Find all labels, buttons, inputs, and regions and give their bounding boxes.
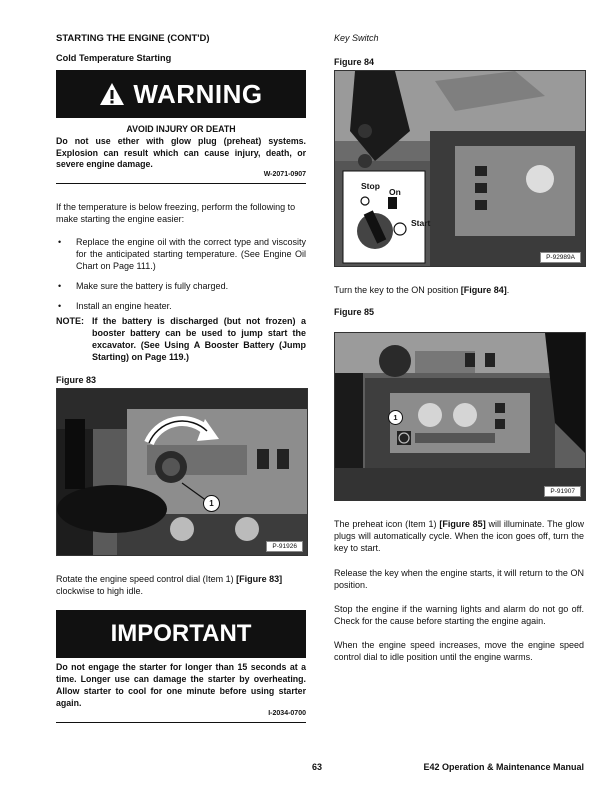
- bullet-item: • Replace the engine oil with the correct type and viscosity for the anticipated starting temperature. (See Engine Oil Chart on Page 111.): [56, 236, 306, 272]
- important-banner: [56, 610, 306, 658]
- key-switch-heading: Key Switch: [334, 33, 379, 43]
- warning-code: W-2071-0907: [263, 171, 306, 178]
- rotate-dial-text: [56, 573, 306, 597]
- engine-dial-illustration: [57, 389, 307, 555]
- figure-85-title: Figure 85: [334, 307, 375, 317]
- intro-text: If the temperature is below freezing, perform the following to make starting the engine easier:: [56, 202, 296, 224]
- turn-text: Turn the key to the ON position: [334, 285, 461, 295]
- bullet-item: • Make sure the battery is fully charged.: [56, 280, 306, 292]
- warning-triangle-icon: [99, 82, 125, 106]
- figure-84-reference: [Figure 84]: [460, 285, 507, 295]
- important-rule: [56, 722, 306, 723]
- warning-rule: [56, 183, 306, 184]
- figure-85-reference: [Figure 85]: [439, 519, 486, 529]
- preheat-text-start: The preheat icon (Item 1): [334, 519, 440, 529]
- warning-title: WARNING: [133, 78, 263, 109]
- stop-engine-text: Stop the engine if the warning lights and alarm do not go off. Check for the cause before starting the engine again.: [334, 604, 584, 626]
- rotate-text: Rotate the engine speed control dial (Item 1): [56, 574, 237, 584]
- important-text: Do not engage the starter for longer than 15 seconds at a time. Longer use can damage the starter by overheating. Allow starter to cool for one minute before using starter again.: [56, 662, 306, 708]
- manual-title: E42 Operation & Maintenance Manual: [423, 762, 584, 772]
- warning-banner: [56, 70, 306, 118]
- key-start-label: Start: [411, 218, 431, 228]
- figure-83-reference: [Figure 83]: [236, 574, 283, 584]
- callout-1: 1: [388, 410, 403, 425]
- important-code: I-2034-0700: [268, 710, 306, 717]
- turn-key-text: [334, 284, 584, 296]
- figure-83-code: P-91926: [266, 541, 303, 552]
- key-switch-illustration: [335, 71, 585, 266]
- warning-avoid: AVOID INJURY OR DEATH: [126, 124, 236, 134]
- turn-text-end: .: [506, 285, 510, 295]
- warning-text: Do not use ether with glow plug (preheat) systems. Explosion can result which can cause injury, death, or severe engine damage.: [56, 136, 306, 169]
- note-label: NOTE:: [56, 316, 84, 326]
- important-title: IMPORTANT: [110, 620, 252, 647]
- figure-85-photo: [334, 332, 586, 501]
- figure-83-photo: [56, 388, 308, 556]
- section-subheading: Cold Temperature Starting: [56, 53, 172, 63]
- preheat-text-end: will illuminate. The glow plugs will automatically cycle. When the icon goes off, turn the key to start.: [334, 519, 584, 553]
- bullet-item: • Install an engine heater.: [56, 300, 306, 312]
- section-heading: STARTING THE ENGINE (CONT'D): [56, 33, 210, 44]
- bullet-list: [56, 236, 306, 320]
- callout-1: 1: [203, 495, 220, 512]
- release-key-text: Release the key when the engine starts, it will return to the ON position.: [334, 568, 584, 590]
- note-text: If the battery is discharged (but not frozen) a booster battery can be used to jump start the excavator. (See Using A Booster Battery (Jump Starting) on Page 119.): [92, 316, 306, 362]
- note-block: [56, 315, 306, 363]
- key-stop-label: Stop: [361, 181, 380, 191]
- engine-speed-text: When the engine speed increases, move the engine speed control dial to idle position until the engine warms.: [334, 640, 584, 662]
- figure-85-code: P-91907: [544, 486, 581, 497]
- key-on-label: On: [389, 187, 401, 197]
- figure-84-photo: [334, 70, 586, 267]
- preheat-panel-illustration: [335, 333, 585, 500]
- preheat-text: [334, 518, 584, 554]
- page-number: 63: [312, 762, 323, 772]
- figure-84-title: Figure 84: [334, 57, 375, 67]
- figure-84-code: P-92989A: [540, 252, 581, 263]
- figure-83-title: Figure 83: [56, 375, 97, 385]
- rotate-text-end: clockwise to high idle.: [56, 586, 144, 596]
